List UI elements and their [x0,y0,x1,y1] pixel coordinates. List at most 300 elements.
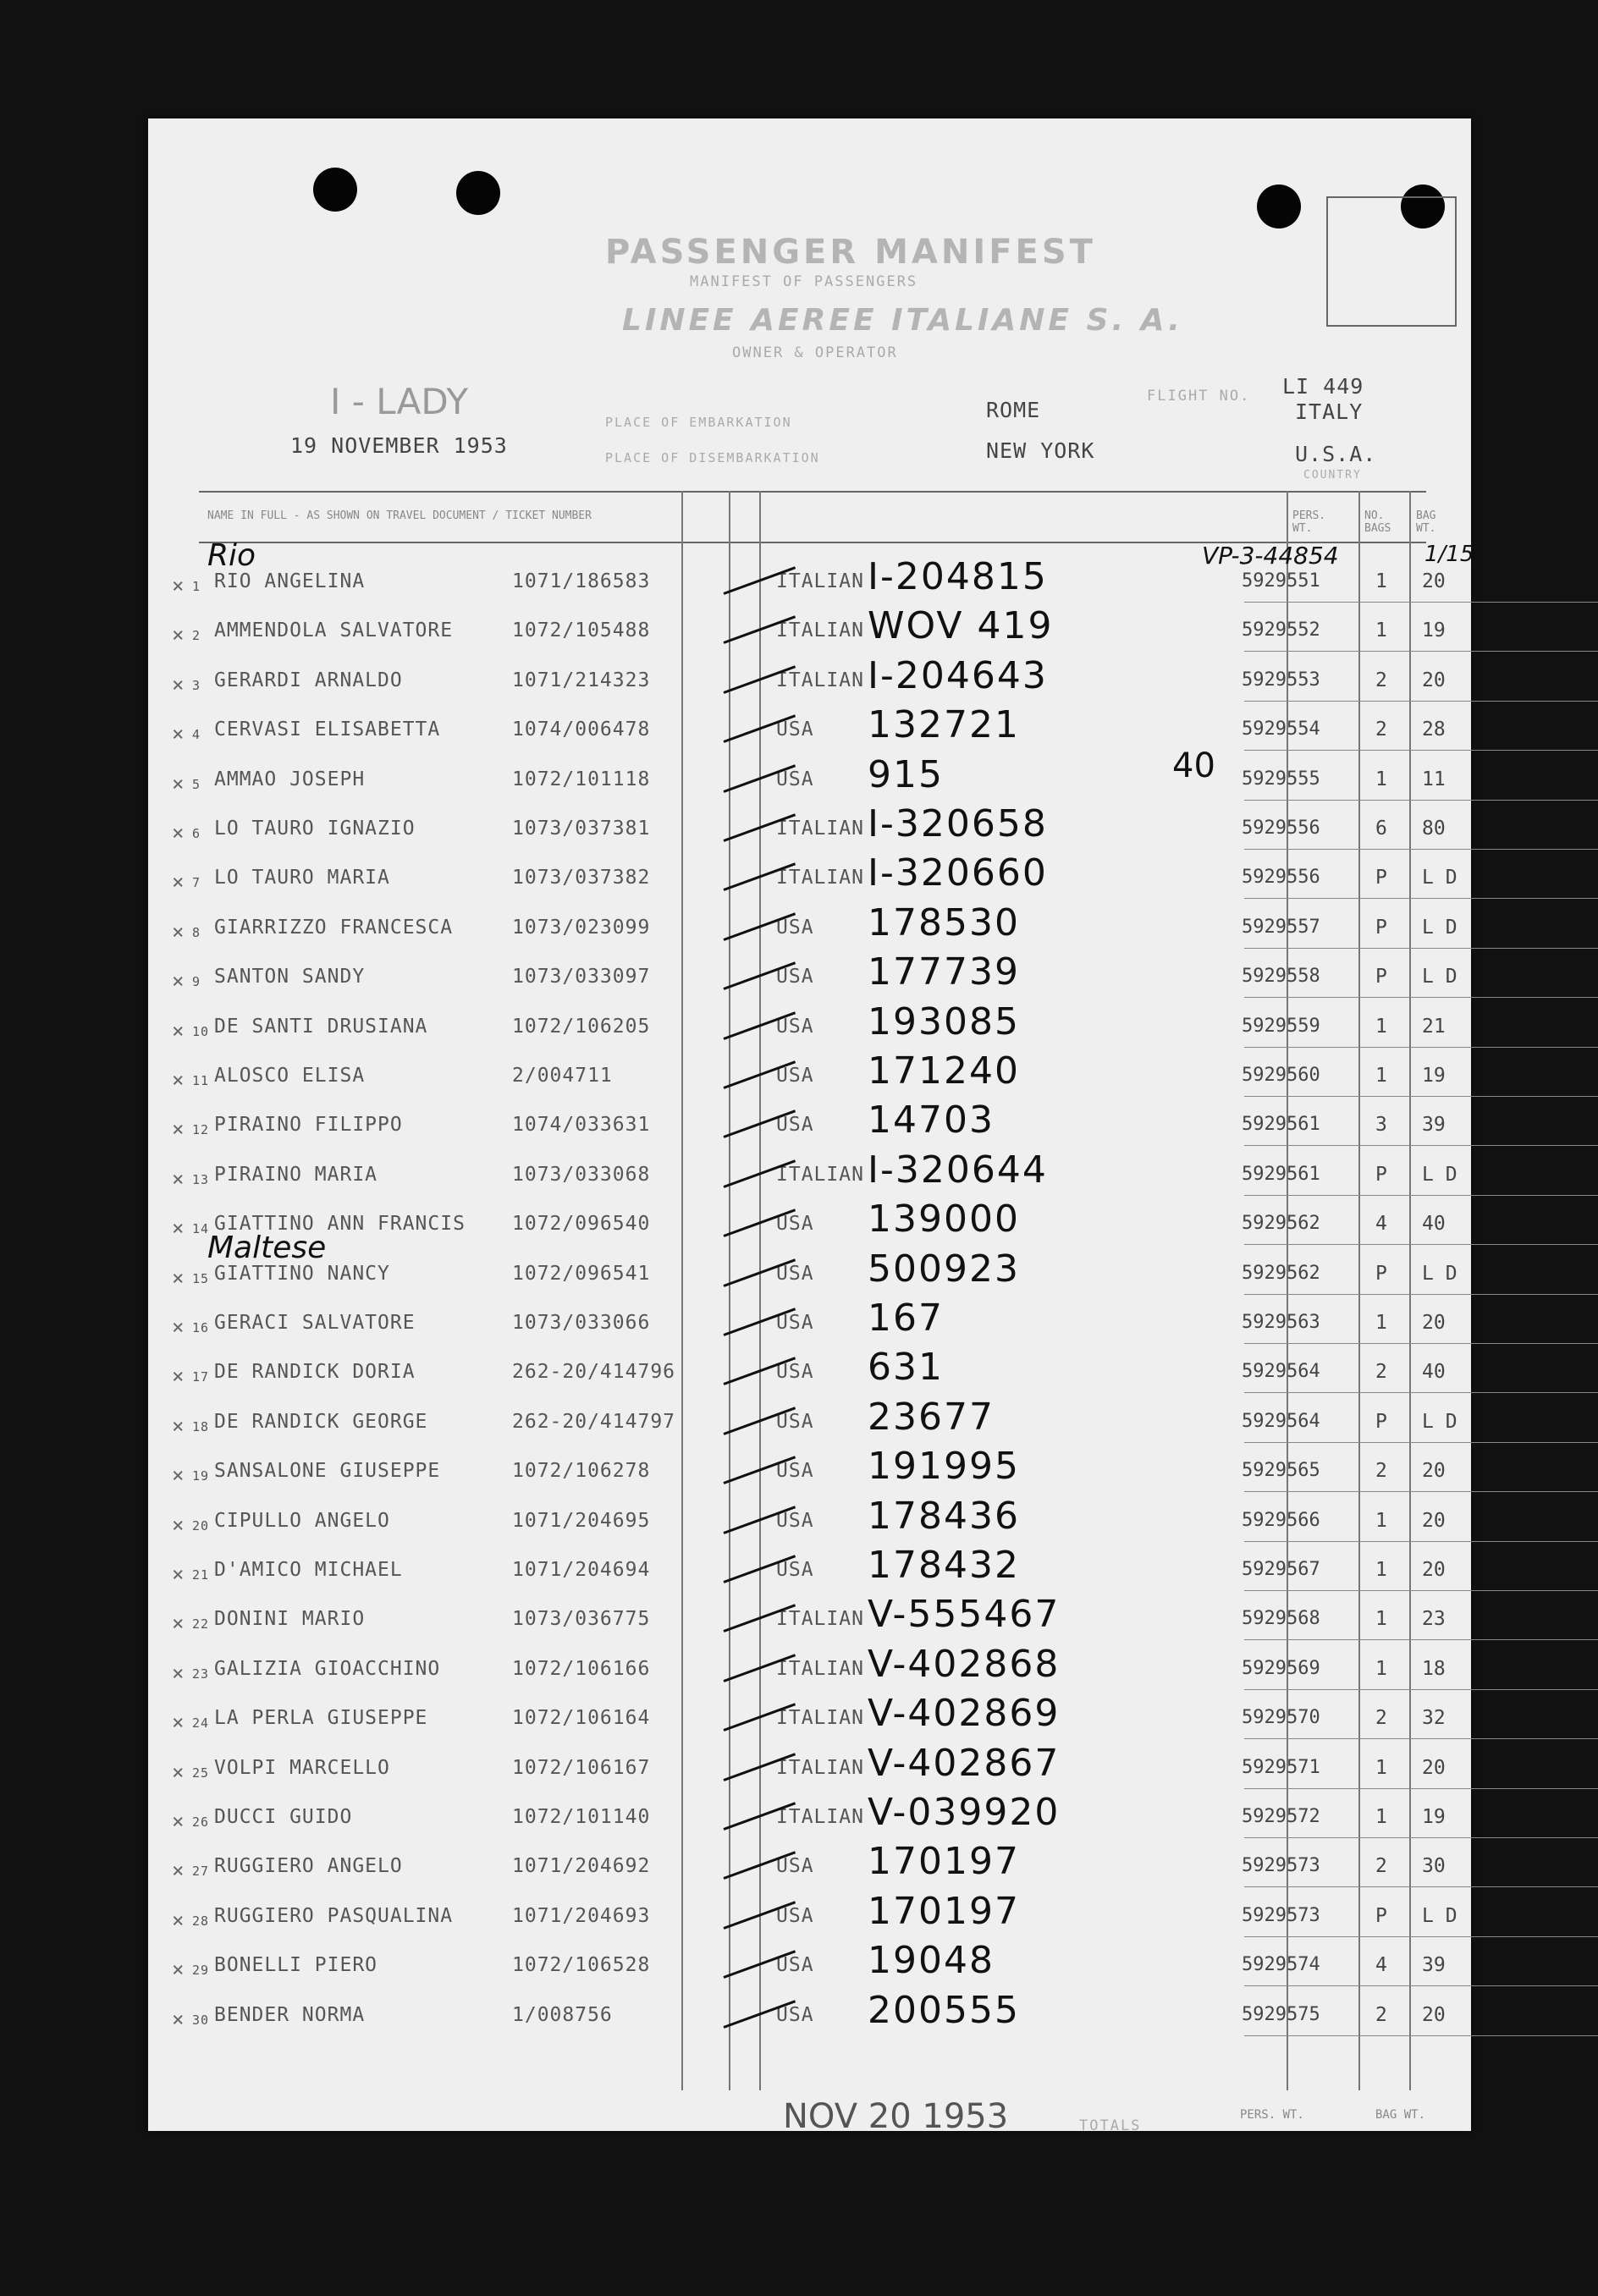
ticket-number: 1071/204695 [512,1509,651,1532]
row-rule [1244,1244,1598,1245]
row-number: 7 [192,875,201,891]
ticket-number: 1073/033068 [512,1163,651,1186]
row-rule [1244,701,1598,702]
ticket-number: 1072/096540 [512,1213,651,1236]
bag-weight: 40 [1422,1213,1446,1236]
document-number: 500923 [868,1247,1020,1291]
reference-number: 5929561 [1242,1114,1320,1136]
row-number: 21 [192,1567,210,1583]
check-mark-icon: × [172,870,185,895]
table-row [148,1395,1471,1448]
punch-hole [1257,184,1301,228]
row-number: 17 [192,1369,210,1385]
passenger-name: DE RANDICK DORIA [214,1361,416,1384]
row-rule [1244,651,1598,652]
table-row [148,1988,1471,2041]
table-row [148,1889,1471,1942]
bag-weight: L D [1422,966,1457,988]
row-number: 16 [192,1320,210,1335]
check-mark-icon: × [172,1759,185,1784]
bag-weight: 20 [1422,669,1446,691]
col-perswt-header: PERS. WT. [1292,509,1326,535]
bag-count: 1 [1375,570,1387,592]
document-number: I-204815 [868,555,1048,598]
nationality: USA [776,1065,814,1087]
ticket-number: 1074/006478 [512,719,651,741]
check-mark-icon: × [172,1117,185,1142]
document-number: 171240 [868,1049,1020,1093]
check-mark-icon: × [172,2007,185,2031]
row-rule [1244,1936,1598,1937]
table-row [148,1198,1471,1250]
check-mark-icon: × [172,1018,185,1043]
passenger-name: PIRAINO MARIA [214,1163,378,1186]
check-mark-icon: × [172,623,185,647]
ticket-number: 262-20/414796 [512,1361,676,1384]
page-subtitle: MANIFEST OF PASSENGERS [690,273,918,290]
check-mark-icon: × [172,672,185,697]
ticket-number: 1073/023099 [512,916,651,939]
bag-weight: 28 [1422,719,1446,741]
bag-count: 2 [1375,2003,1387,2026]
row-rule [1244,1590,1598,1591]
passenger-name: GERACI SALVATORE [214,1312,416,1334]
passenger-name: RIO ANGELINA [214,570,366,592]
check-mark-icon: × [172,722,185,746]
reference-number: 5929552 [1242,619,1320,641]
document-number: 200555 [868,1988,1020,2032]
table-row [148,1445,1471,1497]
bag-weight: 20 [1422,1460,1446,1483]
ticket-number: 1072/105488 [512,619,651,642]
document-number: 23677 [868,1395,995,1439]
flight-country: ITALY [1295,399,1364,424]
table-row [148,1642,1471,1695]
bag-count: 1 [1375,1806,1387,1828]
reference-number: 5929556 [1242,867,1320,889]
nationality: USA [776,1954,814,1977]
reference-number: 5929553 [1242,669,1320,691]
ticket-number: 1071/204693 [512,1904,651,1927]
row-rule [1244,1738,1598,1739]
passenger-name: BONELLI PIERO [214,1954,378,1977]
col-bags-header: NO. BAGS [1364,509,1391,535]
passenger-name: RUGGIERO ANGELO [214,1855,403,1878]
row-number: 29 [192,1963,210,1979]
reference-number: 5929565 [1242,1460,1320,1482]
ticket-number: 1072/101118 [512,768,651,790]
row-number: 20 [192,1517,210,1533]
row-rule [1244,1096,1598,1097]
bag-weight: 20 [1422,570,1446,592]
table-row [148,1791,1471,1843]
reference-number: 5929561 [1242,1163,1320,1185]
nationality: USA [776,1509,814,1532]
row-number: 30 [192,2012,210,2028]
bag-weight: L D [1422,1904,1457,1927]
ticket-number: 1/008756 [512,2003,613,2026]
table-row [148,1494,1471,1547]
row-rule [1244,1541,1598,1542]
table-row [148,999,1471,1053]
document-number: V-402869 [868,1692,1061,1736]
nationality: ITALIAN [776,1163,864,1186]
passenger-name: LO TAURO IGNAZIO [214,818,416,840]
manifest-page [148,118,1510,2136]
nationality: USA [776,1213,814,1236]
row-number: 15 [192,1270,210,1286]
row-rule [1244,1145,1598,1146]
document-number: V-555467 [868,1593,1061,1637]
ticket-number: 262-20/414797 [512,1410,676,1433]
check-mark-icon: × [172,1463,185,1488]
document-number: 178530 [868,900,1020,944]
check-mark-icon: × [172,1809,185,1833]
table-row [148,703,1471,756]
date-stamp: NOV 20 1953 [783,2097,1009,2136]
embark-port: ROME [986,398,1041,422]
row-rule [1244,948,1598,949]
footer-bagwt: BAG WT. [1375,2108,1426,2122]
ticket-number: 1072/101140 [512,1806,651,1828]
row-rule [1244,1788,1598,1789]
bag-count: 2 [1375,1361,1387,1384]
passenger-name: AMMAO JOSEPH [214,768,366,790]
check-mark-icon: × [172,1364,185,1389]
table-row [148,1692,1471,1744]
ticket-number: 1072/106278 [512,1460,651,1483]
row-number: 10 [192,1023,210,1039]
bag-weight: 20 [1422,2003,1446,2026]
row-number: 13 [192,1171,210,1187]
bag-count: P [1375,1262,1387,1285]
nationality: ITALIAN [776,1707,864,1730]
passenger-name: SANTON SANDY [214,966,366,988]
row-number: 9 [192,974,201,990]
check-mark-icon: × [172,1068,185,1092]
company-name: LINEE AEREE ITALIANE S. A. [622,303,1183,338]
passenger-name: DE RANDICK GEORGE [214,1410,428,1433]
document-number: 170197 [868,1889,1020,1933]
row-number: 23 [192,1666,210,1682]
document-number: I-320658 [868,802,1048,845]
bag-weight: 19 [1422,1065,1446,1087]
nationality: ITALIAN [776,1608,864,1631]
nationality: USA [776,719,814,741]
row-rule [1244,1639,1598,1640]
row-rule [1244,800,1598,801]
reference-number: 5929573 [1242,1904,1320,1926]
reference-number: 5929560 [1242,1065,1320,1086]
handwritten-annotation: Rio [207,538,256,573]
check-mark-icon: × [172,1413,185,1438]
bag-weight: 19 [1422,1806,1446,1828]
row-number: 11 [192,1073,210,1088]
check-mark-icon: × [172,1660,185,1685]
nationality: USA [776,1410,814,1433]
document-number: 191995 [868,1445,1020,1489]
reference-number: 5929554 [1242,719,1320,741]
passenger-name: D'AMICO MICHAEL [214,1559,403,1581]
row-number: 14 [192,1221,210,1237]
row-rule [1244,602,1598,603]
ticket-number: 1071/186583 [512,570,651,592]
check-mark-icon: × [172,1957,185,1982]
bag-weight: L D [1422,1163,1457,1186]
passenger-name: GIARRIZZO FRANCESCA [214,916,454,939]
document-number: 178432 [868,1544,1020,1587]
document-number: I-320660 [868,851,1048,895]
bag-count: 6 [1375,818,1387,840]
table-row [148,752,1471,806]
row-rule [1244,1985,1598,1986]
check-mark-icon: × [172,1265,185,1290]
document-number: 915 [868,752,944,796]
bag-weight: 39 [1422,1954,1446,1977]
bag-count: 1 [1375,1559,1387,1581]
document-number: 631 [868,1346,944,1390]
totals-label: TOTALS [1079,2117,1142,2134]
ticket-number: 1074/033631 [512,1114,651,1137]
row-number: 26 [192,1814,210,1830]
nationality: ITALIAN [776,1806,864,1828]
bag-count: P [1375,1410,1387,1433]
visa-annotation: VP-3-44854 [1202,542,1339,570]
ticket-number: 2/004711 [512,1065,613,1087]
nationality: USA [776,1312,814,1334]
ticket-number: 1071/204692 [512,1855,651,1878]
reference-number: 5929564 [1242,1361,1320,1383]
owner-label: OWNER & OPERATOR [732,344,898,361]
reference-number: 5929562 [1242,1213,1320,1235]
nationality: USA [776,1904,814,1927]
reference-number: 5929574 [1242,1954,1320,1976]
passenger-name: PIRAINO FILIPPO [214,1114,403,1137]
document-number: 132721 [868,703,1020,747]
dest-country: U.S.A. [1295,442,1377,466]
document-number: V-402867 [868,1741,1061,1785]
row-number: 18 [192,1418,210,1434]
row-rule [1244,750,1598,751]
row-rule [1244,849,1598,850]
bag-count: P [1375,916,1387,939]
check-mark-icon: × [172,1315,185,1339]
table-row [148,1544,1471,1596]
document-number: 167 [868,1297,944,1340]
table-row [148,1049,1471,1102]
row-number: 28 [192,1913,210,1929]
check-mark-icon: × [172,1562,185,1586]
flight-number: LI 449 [1282,374,1364,399]
passenger-name: BENDER NORMA [214,2003,366,2026]
reference-number: 5929575 [1242,2003,1320,2025]
document-number: 14703 [868,1098,995,1142]
nationality: USA [776,1559,814,1581]
row-number: 4 [192,727,201,743]
bag-weight: 32 [1422,1707,1446,1730]
nationality: ITALIAN [776,1657,864,1680]
bag-count: 1 [1375,768,1387,790]
ticket-number: 1073/033066 [512,1312,651,1334]
row-rule [1244,1886,1598,1887]
nationality: USA [776,1460,814,1483]
nationality: USA [776,1015,814,1038]
bag-count: 1 [1375,619,1387,642]
check-mark-icon: × [172,771,185,796]
bag-count: 1 [1375,1509,1387,1532]
passenger-name: GIATTINO NANCY [214,1262,390,1285]
table-row [148,1230,1471,1300]
row-rule [1244,1689,1598,1690]
table-row [148,1148,1471,1201]
passenger-name: LO TAURO MARIA [214,867,390,889]
passenger-name: DE SANTI DRUSIANA [214,1015,428,1038]
table-row [148,1593,1471,1645]
reference-number: 5929563 [1242,1312,1320,1333]
passenger-name: GERARDI ARNALDO [214,669,403,691]
check-mark-icon: × [172,1908,185,1932]
reference-number: 5929567 [1242,1559,1320,1580]
table-row [148,1098,1471,1151]
bag-weight: L D [1422,867,1457,889]
bag-weight: 20 [1422,1312,1446,1334]
bag-weight: 11 [1422,768,1446,790]
nationality: USA [776,916,814,939]
bag-count: 1 [1375,1756,1387,1779]
footer-perswt: PERS. WT. [1240,2108,1304,2122]
row-rule [1244,1047,1598,1048]
row-number: 6 [192,826,201,841]
ticket-number: 1071/204694 [512,1559,651,1581]
bag-count: 3 [1375,1114,1387,1137]
document-number: I-204643 [868,653,1048,697]
row-number: 24 [192,1715,210,1732]
bag-weight: 23 [1422,1608,1446,1631]
bag-weight: 30 [1422,1855,1446,1878]
ticket-number: 1073/037381 [512,818,651,840]
col-name-header: NAME IN FULL - AS SHOWN ON TRAVEL DOCUMENT / TICKET NUMBER [207,509,592,522]
reference-number: 5929573 [1242,1855,1320,1877]
row-number: 12 [192,1122,210,1138]
passenger-name: CERVASI ELISABETTA [214,719,441,741]
passenger-name: LA PERLA GIUSEPPE [214,1707,428,1730]
row-number: 27 [192,1864,210,1880]
row-rule [1244,997,1598,998]
passenger-name: VOLPI MARCELLO [214,1756,390,1779]
passenger-name: DONINI MARIO [214,1608,366,1631]
row-number: 2 [192,628,201,644]
check-mark-icon: × [172,1611,185,1636]
bag-weight: 20 [1422,1509,1446,1532]
ticket-number: 1071/214323 [512,669,651,691]
nationality: ITALIAN [776,1756,864,1779]
check-mark-icon: × [172,1512,185,1537]
table-row [148,950,1471,1003]
bag-count: P [1375,1904,1387,1927]
nationality: USA [776,1114,814,1137]
passenger-name: DUCCI GUIDO [214,1806,353,1828]
ticket-number: 1072/096541 [512,1262,651,1285]
bag-weight: 20 [1422,1756,1446,1779]
passenger-name: GIATTINO ANN FRANCIS [214,1213,466,1236]
nationality: ITALIAN [776,619,864,642]
bag-weight: L D [1422,916,1457,939]
nationality: USA [776,2003,814,2026]
country-label: COUNTRY [1303,469,1362,482]
bag-weight: L D [1422,1262,1457,1285]
bag-weight: L D [1422,1410,1457,1433]
handwritten-40: 40 [1172,746,1215,785]
row-number: 1 [192,579,201,594]
reference-number: 5929569 [1242,1657,1320,1679]
ticket-number: 1073/033097 [512,966,651,988]
embark-label: PLACE OF EMBARKATION [605,415,792,430]
ticket-number: 1072/106167 [512,1756,651,1779]
stamp-box [1326,196,1457,327]
reference-number: 5929555 [1242,768,1320,790]
ticket-number: 1073/036775 [512,1608,651,1631]
bag-count: 2 [1375,1855,1387,1878]
row-rule [1244,1442,1598,1443]
document-number: WOV 419 [868,604,1054,648]
bag-count: 2 [1375,669,1387,691]
passenger-name: GALIZIA GIOACCHINO [214,1657,441,1680]
bag-count: 1 [1375,1608,1387,1631]
bag-weight: 40 [1422,1361,1446,1384]
row-rule [1244,1491,1598,1492]
document-number: I-320644 [868,1148,1048,1192]
reference-number: 5929551 [1242,570,1320,592]
passenger-name: CIPULLO ANGELO [214,1509,390,1532]
date-annotation: 1/15/54 [1424,542,1510,567]
row-rule [1244,898,1598,899]
ticket-number: 1072/106166 [512,1657,651,1680]
check-mark-icon: × [172,1216,185,1241]
nationality: USA [776,1855,814,1878]
nationality: ITALIAN [776,818,864,840]
bag-count: 1 [1375,1312,1387,1334]
table-row [148,1840,1471,1892]
reference-number: 5929572 [1242,1806,1320,1827]
reference-number: 5929562 [1242,1262,1320,1284]
document-number: V-039920 [868,1791,1061,1834]
col-bagwt-header: BAG WT. [1416,509,1436,535]
row-rule [1244,1195,1598,1196]
nationality: USA [776,1361,814,1384]
ticket-number: 1072/106205 [512,1015,651,1038]
table-row [148,851,1471,904]
nationality: USA [776,966,814,988]
disembark-label: PLACE OF DISEMBARKATION [605,450,820,465]
page-title: PASSENGER MANIFEST [605,233,1096,272]
check-mark-icon: × [172,919,185,944]
passenger-name: ALOSCO ELISA [214,1065,366,1087]
row-rule [1244,1392,1598,1393]
punch-hole [313,168,357,212]
row-number: 19 [192,1468,210,1484]
bag-count: 4 [1375,1213,1387,1236]
check-mark-icon: × [172,1166,185,1191]
bag-count: 1 [1375,1065,1387,1087]
bag-count: P [1375,867,1387,889]
table-row [148,604,1471,657]
document-number: 170197 [868,1840,1020,1884]
bag-count: 1 [1375,1657,1387,1680]
bag-count: 2 [1375,1460,1387,1483]
reference-number: 5929558 [1242,966,1320,988]
punch-hole [456,171,500,215]
bag-weight: 20 [1422,1559,1446,1581]
